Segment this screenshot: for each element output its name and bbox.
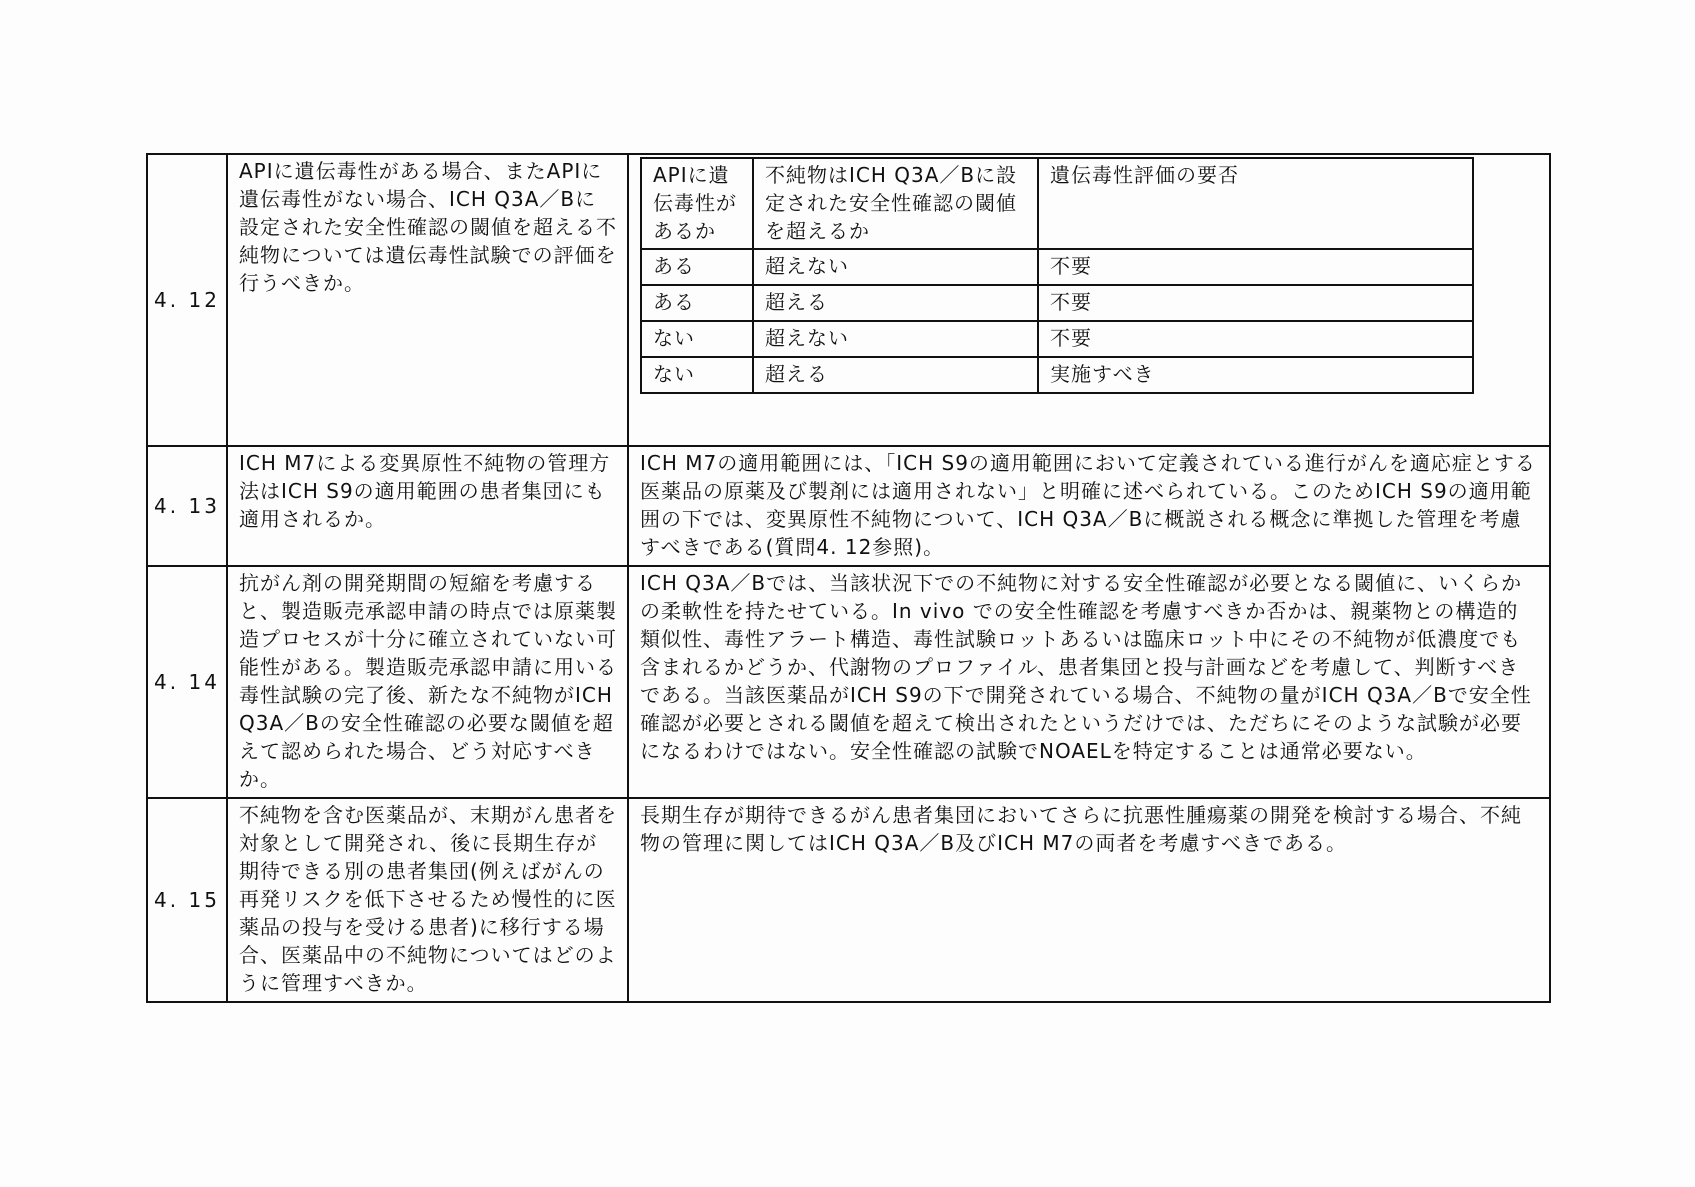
- decision-table-header: [641, 158, 1473, 249]
- question-number: 4. 14: [147, 566, 227, 798]
- answer-cell: [628, 154, 1550, 446]
- qa-row-4-14: [147, 566, 1550, 798]
- header-evaluation-required: 遺伝毒性評価の要否: [1038, 158, 1473, 249]
- cell-exceeds-threshold: 超える: [753, 285, 1038, 321]
- header-exceeds-threshold: 不純物はICH Q3A／Bに設定された安全性確認の閾値を超えるか: [753, 158, 1038, 249]
- cell-evaluation-required: 不要: [1038, 321, 1473, 357]
- cell-api-genotoxic: ある: [641, 249, 753, 285]
- question-text: ICH M7による変異原性不純物の管理方法はICH S9の適用範囲の患者集団にも適用されるか。: [227, 446, 628, 566]
- qa-table: [146, 153, 1551, 1003]
- qa-row-4-15: [147, 798, 1550, 1002]
- decision-table-row: [641, 357, 1473, 393]
- question-number: 4. 13: [147, 446, 227, 566]
- decision-table-row: [641, 285, 1473, 321]
- cell-api-genotoxic: ない: [641, 357, 753, 393]
- cell-exceeds-threshold: 超えない: [753, 249, 1038, 285]
- decision-table-row: [641, 249, 1473, 285]
- genotoxicity-decision-table: [640, 157, 1474, 394]
- question-text: APIに遺伝毒性がある場合、またAPIに遺伝毒性がない場合、ICH Q3A／Bに設定された安全性確認の閾値を超える不純物については遺伝毒性試験での評価を行うべきか。: [227, 154, 628, 446]
- cell-exceeds-threshold: 超える: [753, 357, 1038, 393]
- answer-text: ICH M7の適用範囲には、「ICH S9の適用範囲において定義されている進行がんを適応症とする医薬品の原薬及び製剤には適用されない」と明確に述べられている。このためICH S9の適用範囲の下では、変異原性不純物について、ICH Q3A／Bに概説される概念に準拠した管理を考慮すべきである(質問4. 12参照)。: [628, 446, 1550, 566]
- answer-text: ICH Q3A／Bでは、当該状況下での不純物に対する安全性確認が必要となる閾値に、いくらかの柔軟性を持たせている。In vivo での安全性確認を考慮すべきか否かは、親薬物との構造的類似性、毒性アラート構造、毒性試験ロットあるいは臨床ロット中にその不純物が低濃度でも含まれるかどうか、代謝物のプロファイル、患者集団と投与計画などを考慮して、判断すべきである。当該医薬品がICH S9の下で開発されている場合、不純物の量がICH Q3A／Bで安全性確認が必要とされる閾値を超えて検出されたというだけでは、ただちにそのような試験が必要になるわけではない。安全性確認の試験でNOAELを特定することは通常必要ない。: [628, 566, 1550, 798]
- question-number: 4. 15: [147, 798, 227, 1002]
- qa-row-4-13: [147, 446, 1550, 566]
- header-api-genotoxic: APIに遺伝毒性があるか: [641, 158, 753, 249]
- cell-evaluation-required: 実施すべき: [1038, 357, 1473, 393]
- question-text: 抗がん剤の開発期間の短縮を考慮すると、製造販売承認申請の時点では原薬製造プロセスが十分に確立されていない可能性がある。製造販売承認申請に用いる毒性試験の完了後、新たな不純物がICH Q3A／Bの安全性確認の必要な閾値を超えて認められた場合、どう対応すべきか。: [227, 566, 628, 798]
- qa-row-4-12: [147, 154, 1550, 446]
- question-text: 不純物を含む医薬品が、末期がん患者を対象として開発され、後に長期生存が期待できる別の患者集団(例えばがんの再発リスクを低下させるため慢性的に医薬品の投与を受ける患者)に移行する場合、医薬品中の不純物についてはどのように管理すべきか。: [227, 798, 628, 1002]
- cell-exceeds-threshold: 超えない: [753, 321, 1038, 357]
- cell-api-genotoxic: ある: [641, 285, 753, 321]
- question-number: 4. 12: [147, 154, 227, 446]
- cell-evaluation-required: 不要: [1038, 285, 1473, 321]
- cell-evaluation-required: 不要: [1038, 249, 1473, 285]
- decision-table-row: [641, 321, 1473, 357]
- cell-api-genotoxic: ない: [641, 321, 753, 357]
- answer-text: 長期生存が期待できるがん患者集団においてさらに抗悪性腫瘍薬の開発を検討する場合、不純物の管理に関してはICH Q3A／B及びICH M7の両者を考慮すべきである。: [628, 798, 1550, 1002]
